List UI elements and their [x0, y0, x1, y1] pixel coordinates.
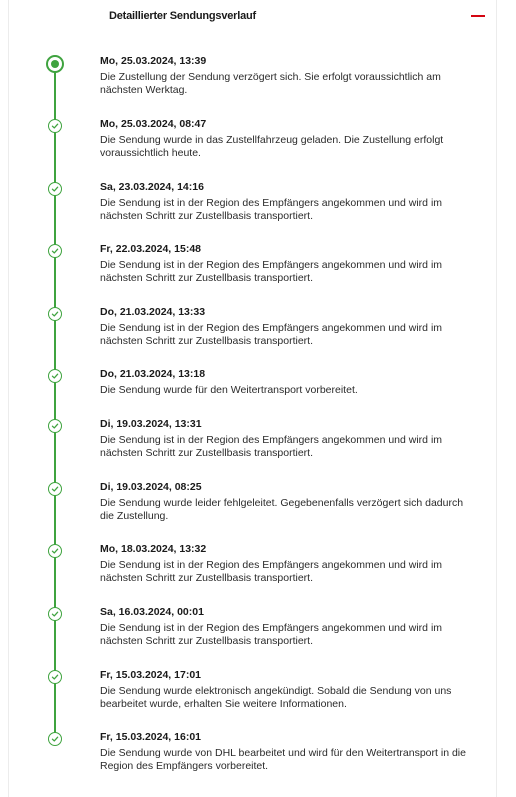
event-date: Fr, 15.03.2024, 16:01 [100, 731, 201, 743]
event-date: Mo, 18.03.2024, 13:32 [100, 543, 207, 555]
event-description: Die Sendung ist in der Region des Empfängers angekommen und wird im nächsten Schritt zur Zustellbasis transportiert. [100, 622, 443, 647]
event-description: Die Sendung wurde elektronisch angekündigt. Sobald die Sendung von uns bearbeitet wurde, erhalten Sie weitere Informationen. [100, 685, 452, 710]
event-date: Sa, 16.03.2024, 00:01 [100, 606, 204, 618]
check-icon [48, 607, 62, 621]
event-description: Die Sendung ist in der Region des Empfängers angekommen und wird im nächsten Schritt zur Zustellbasis transportiert. [100, 322, 443, 347]
event-date: Do, 21.03.2024, 13:33 [100, 306, 206, 318]
check-icon [48, 544, 62, 558]
check-icon [48, 419, 62, 433]
event-date: Mo, 25.03.2024, 13:39 [100, 55, 207, 67]
event-date: Di, 19.03.2024, 08:25 [100, 481, 202, 493]
event-description: Die Sendung ist in der Region des Empfängers angekommen und wird im nächsten Schritt zur Zustellbasis transportiert. [100, 259, 443, 284]
event-date: Mo, 25.03.2024, 08:47 [100, 118, 207, 130]
event-description: Die Sendung wurde für den Weitertransport vorbereitet. [100, 384, 358, 396]
check-icon [48, 119, 62, 133]
check-icon [48, 670, 62, 684]
check-icon [48, 482, 62, 496]
event-date: Fr, 22.03.2024, 15:48 [100, 243, 201, 255]
event-date: Do, 21.03.2024, 13:18 [100, 368, 206, 380]
check-icon [48, 244, 62, 258]
event-description: Die Zustellung der Sendung verzögert sich. Sie erfolgt voraussichtlich am nächsten Werktag. [100, 71, 441, 96]
event-description: Die Sendung ist in der Region des Empfängers angekommen und wird im nächsten Schritt zur Zustellbasis transportiert. [100, 434, 443, 459]
event-date: Fr, 15.03.2024, 17:01 [100, 669, 201, 681]
check-icon [48, 307, 62, 321]
event-description: Die Sendung wurde leider fehlgeleitet. Gegebenenfalls verzögert sich dadurch die Zustellung. [100, 497, 464, 522]
event-description: Die Sendung wurde von DHL bearbeitet und wird für den Weitertransport in die Region des Empfängers vorbereitet. [100, 747, 466, 772]
event-description: Die Sendung ist in der Region des Empfängers angekommen und wird im nächsten Schritt zur Zustellbasis transportiert. [100, 197, 443, 222]
event-description: Die Sendung wurde in das Zustellfahrzeug geladen. Die Zustellung erfolgt voraussichtlich heute. [100, 134, 444, 159]
check-icon [48, 732, 62, 746]
event-description: Die Sendung ist in der Region des Empfängers angekommen und wird im nächsten Schritt zur Zustellbasis transportiert. [100, 559, 443, 584]
event-date: Di, 19.03.2024, 13:31 [100, 418, 202, 430]
current-status-icon [46, 55, 64, 73]
event-date: Sa, 23.03.2024, 14:16 [100, 181, 204, 193]
check-icon [48, 182, 62, 196]
check-icon [48, 369, 62, 383]
section-title: Detaillierter Sendungsverlauf [109, 10, 257, 22]
